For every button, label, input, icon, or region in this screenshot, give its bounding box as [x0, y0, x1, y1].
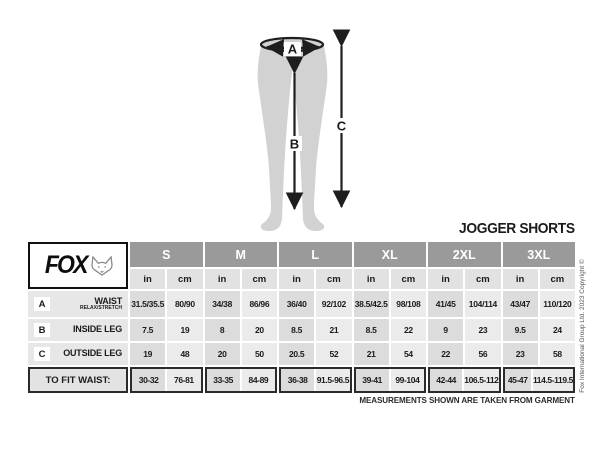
size-header-3xl: 3XL: [503, 242, 576, 267]
table-cell: 9.5: [503, 319, 538, 341]
fit-range-s: [130, 367, 203, 393]
size-header-2xl: 2XL: [428, 242, 501, 267]
table-cell: 22: [428, 343, 463, 365]
size-header-s: S: [130, 242, 203, 267]
table-cell: 56: [465, 343, 500, 365]
fox-head-icon: [91, 256, 113, 276]
row-label-waist: [28, 291, 128, 317]
unit-header: cm: [167, 269, 202, 289]
table-cell: 34/38: [205, 291, 240, 317]
table-cell: 50: [242, 343, 277, 365]
label-b: B: [289, 136, 300, 152]
row-label-text: [50, 297, 122, 312]
arrow-a-right-icon: [301, 47, 319, 48]
table-cell: 98/108: [391, 291, 426, 317]
label-c: C: [336, 118, 347, 134]
table-cell: 36/40: [279, 291, 314, 317]
table-cell: 52: [316, 343, 351, 365]
unit-header: cm: [540, 269, 575, 289]
row-letter-c: C: [34, 347, 50, 361]
fit-value: 114.5-119.5: [533, 369, 573, 391]
fit-range-m: [205, 367, 278, 393]
label-a: A: [287, 41, 298, 57]
table-cell: 58: [540, 343, 575, 365]
arrow-a-left-icon: [267, 47, 285, 48]
table-cell: 20: [205, 343, 240, 365]
fit-value: 84-89: [242, 369, 275, 391]
table-cell: 31.5/35.5: [130, 291, 165, 317]
row-letter-b: B: [34, 323, 50, 337]
table-cell: 48: [167, 343, 202, 365]
size-header-xl: XL: [354, 242, 427, 267]
fit-value: 33-35: [207, 369, 240, 391]
fit-range-2xl: [428, 367, 501, 393]
fit-value: 91.5-96.5: [316, 369, 349, 391]
table-cell: 8.5: [354, 319, 389, 341]
unit-header: cm: [465, 269, 500, 289]
unit-header: in: [428, 269, 463, 289]
page-title: JOGGER SHORTS: [459, 220, 575, 237]
table-cell: 22: [391, 319, 426, 341]
fit-range-xl: [354, 367, 427, 393]
fit-range-l: [279, 367, 352, 393]
table-cell: 104/114: [465, 291, 500, 317]
row-label-outside-leg: [28, 343, 128, 365]
table-cell: 80/90: [167, 291, 202, 317]
brand-logo: [28, 242, 128, 289]
fit-row-label: TO FIT WAIST:: [28, 367, 128, 393]
fit-range-3xl: [503, 367, 576, 393]
size-chart-table: [28, 242, 575, 393]
fit-value: 39-41: [356, 369, 389, 391]
fit-value: 36-38: [281, 369, 314, 391]
measurement-footnote: MEASUREMENTS SHOWN ARE TAKEN FROM GARMENT: [359, 395, 575, 405]
table-cell: 7.5: [130, 319, 165, 341]
unit-header: in: [279, 269, 314, 289]
unit-header: cm: [316, 269, 351, 289]
garment-measurement-diagram: [228, 18, 368, 240]
table-cell: 21: [354, 343, 389, 365]
copyright-text: Fox International Group Ltd. 2023 Copyright ©: [579, 259, 586, 393]
table-cell: 43/47: [503, 291, 538, 317]
brand-logo-text: FOX: [44, 251, 87, 279]
fit-value: 42-44: [430, 369, 462, 391]
table-cell: 41/45: [428, 291, 463, 317]
row-label-text: OUTSIDE LEG: [63, 348, 122, 359]
table-cell: 20: [242, 319, 277, 341]
table-cell: 23: [465, 319, 500, 341]
unit-header: in: [354, 269, 389, 289]
fit-value: 30-32: [132, 369, 165, 391]
fit-value: 45-47: [505, 369, 531, 391]
unit-header: in: [130, 269, 165, 289]
table-cell: 54: [391, 343, 426, 365]
table-cell: 110/120: [540, 291, 575, 317]
unit-header: in: [503, 269, 538, 289]
fit-value: 106.5-112: [464, 369, 498, 391]
table-cell: 38.5/42.5: [354, 291, 389, 317]
table-cell: 20.5: [279, 343, 314, 365]
row-label-sub: RELAX/STRETCH: [80, 305, 122, 312]
unit-header: cm: [242, 269, 277, 289]
row-letter-a: A: [34, 297, 50, 311]
unit-header: cm: [391, 269, 426, 289]
table-cell: 9: [428, 319, 463, 341]
pants-diagram-svg: [228, 18, 368, 240]
table-cell: 8: [205, 319, 240, 341]
table-cell: 21: [316, 319, 351, 341]
table-cell: 23: [503, 343, 538, 365]
fit-value: 99-104: [391, 369, 424, 391]
table-cell: 92/102: [316, 291, 351, 317]
row-label-main: WAIST: [94, 295, 122, 306]
fit-value: 76-81: [167, 369, 200, 391]
table-cell: 24: [540, 319, 575, 341]
table-cell: 19: [130, 343, 165, 365]
row-label-text: INSIDE LEG: [72, 324, 122, 335]
table-cell: 8.5: [279, 319, 314, 341]
row-label-inside-leg: [28, 319, 128, 341]
table-cell: 19: [167, 319, 202, 341]
unit-header: in: [205, 269, 240, 289]
table-cell: 86/96: [242, 291, 277, 317]
size-header-m: M: [205, 242, 278, 267]
size-header-l: L: [279, 242, 352, 267]
